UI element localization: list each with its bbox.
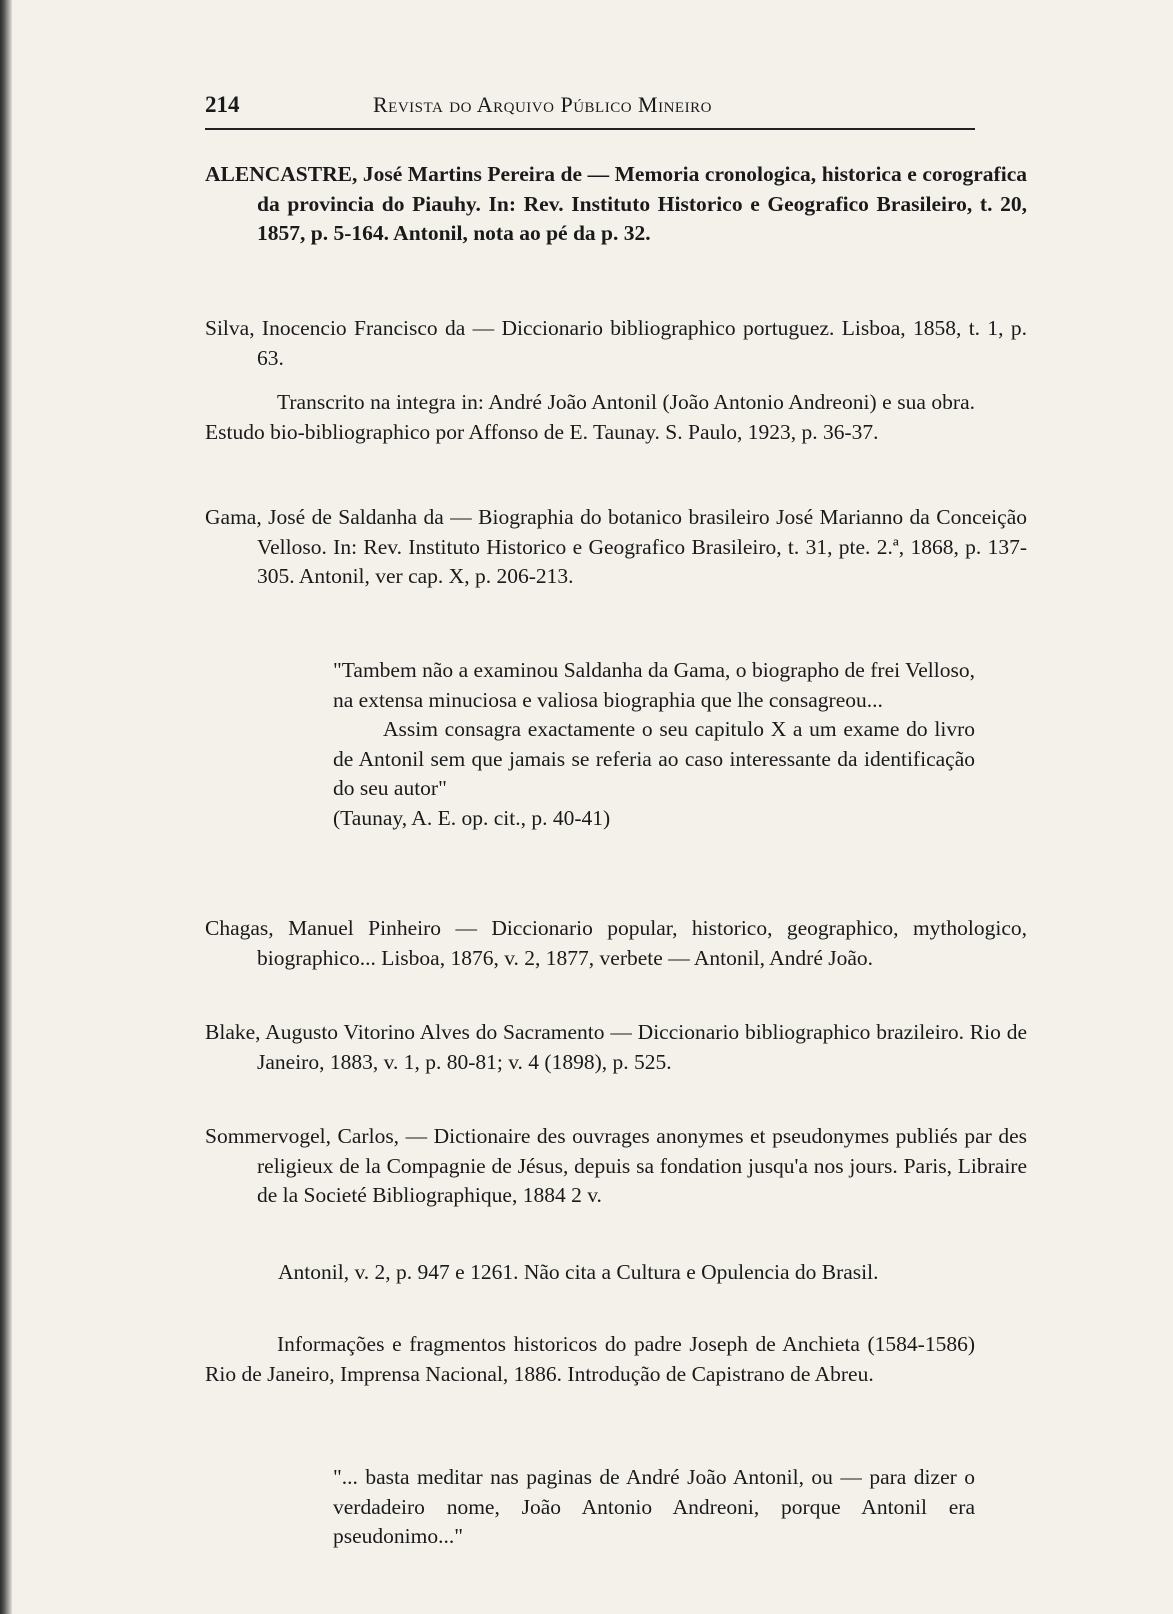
entry-informacoes: Informações e fragmentos historicos do padre Joseph de Anchieta (1584-1586) Rio de Janeiro, Imprensa Nacional, 1886. Introdução de Capistrano de Abreu.: [205, 1332, 975, 1386]
header-rule: [205, 128, 975, 130]
entry-sommervogel-note: Antonil, v. 2, p. 947 e 1261. Não cita a Cultura e Opulencia do Brasil.: [278, 1260, 879, 1284]
quote-informacoes: "... basta meditar nas paginas de André João Antonil, ou — para dizer o verdadeiro nome, João Antonio Andreoni, porque Antonil era pseudonimo...": [333, 1465, 975, 1548]
page-binding-edge: [0, 0, 12, 1614]
entry-blake: Blake, Augusto Vitorino Alves do Sacramento — Diccionario bibliographico brazileiro. Rio de Janeiro, 1883, v. 1, p. 80-81; v. 4 (1898), p. 525.: [205, 1020, 1027, 1074]
entry-alencastre: ALENCASTRE, José Martins Pereira de — Memoria cronologica, historica e corografica da provincia do Piauhy. In: Rev. Instituto Historico e Geografico Brasileiro, t. 20, 1857, p. 5-164. Antonil, nota ao pé da p. 32.: [205, 162, 1027, 245]
entry-sommervogel: Sommervogel, Carlos, — Dictionaire des ouvrages anonymes et pseudonymes publiés par des religieux de la Compagnie de Jésus, depuis sa fondation jusqu'a nos jours. Paris, Libraire de la Societé Bibliographique, 1884 2 v.: [205, 1124, 1027, 1207]
quote-gama: [333, 656, 975, 833]
quote-gama-part-2: Assim consagra exactamente o seu capitulo X a um exame do livro de Antonil sem que jamais se referia ao caso interessante da identificação do seu autor": [333, 717, 975, 800]
page-number: 214: [205, 92, 240, 117]
quote-gama-source: (Taunay, A. E. op. cit., p. 40-41): [333, 805, 611, 830]
entry-silva-note: Transcrito na integra in: André João Antonil (João Antonio Andreoni) e sua obra. Estudo bio-bibliographico por Affonso de E. Taunay. S. Paulo, 1923, p. 36-37.: [205, 390, 975, 444]
quote-gama-part-1: "Tambem não a examinou Saldanha da Gama, o biographo de frei Velloso, na extensa minuciosa e valiosa biographia que lhe consagreou...: [333, 658, 975, 712]
running-title: Revista do Arquivo Público Mineiro: [373, 92, 712, 117]
entry-gama: Gama, José de Saldanha da — Biographia do botanico brasileiro José Marianno da Conceição Velloso. In: Rev. Instituto Historico e Geografico Brasileiro, t. 31, pte. 2.ª, 1868, p. 137-305. Antonil, ver cap. X, p. 206-213.: [205, 505, 1027, 588]
entry-silva: Silva, Inocencio Francisco da — Diccionario bibliographico portuguez. Lisboa, 1858, t. 1, p. 63.: [205, 316, 1027, 370]
entry-chagas: Chagas, Manuel Pinheiro — Diccionario popular, historico, geographico, mythologico, biographico... Lisboa, 1876, v. 2, 1877, verbete — Antonil, André João.: [205, 916, 1027, 970]
page-header: [205, 92, 975, 128]
